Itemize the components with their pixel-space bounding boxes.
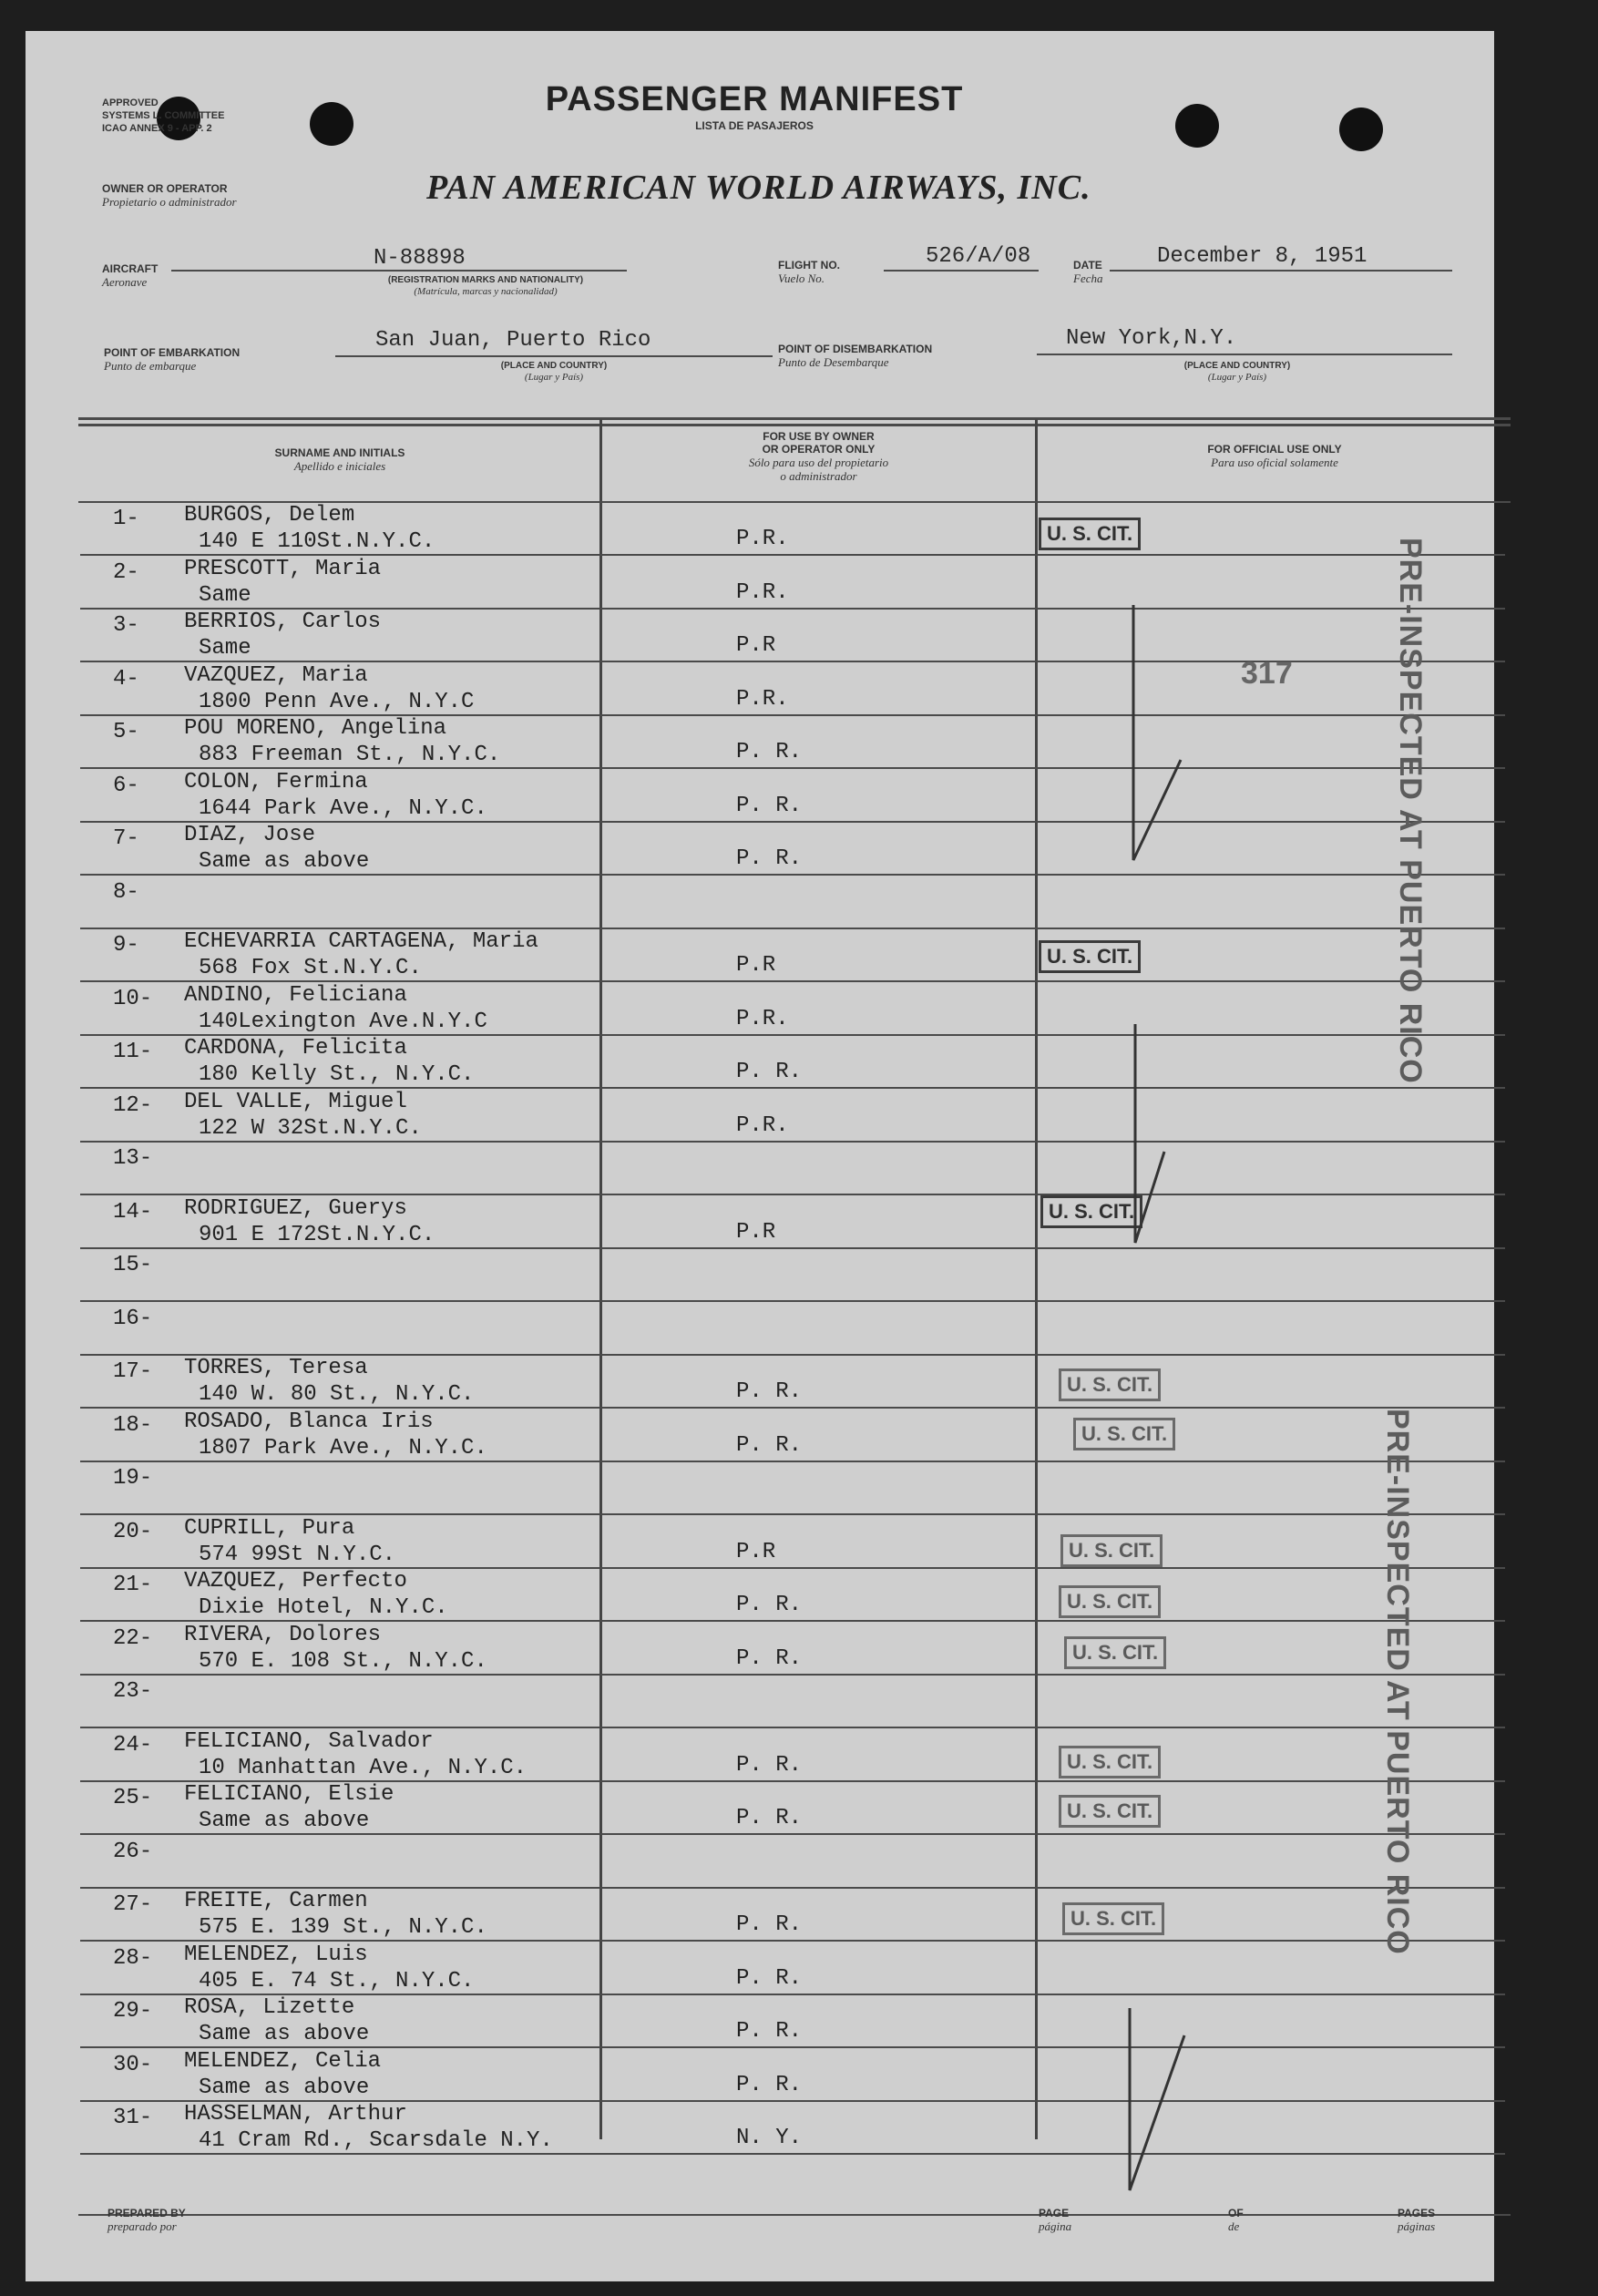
passenger-row bbox=[80, 1462, 1505, 1515]
passenger-address: 1807 Park Ave., N.Y.C. bbox=[199, 1435, 487, 1461]
punch-hole bbox=[310, 102, 353, 146]
passenger-address: 568 Fox St.N.Y.C. bbox=[199, 956, 422, 980]
passenger-name: MELENDEZ, Luis bbox=[184, 1942, 368, 1967]
pre-inspected-stamp: PRE-INSPECTED AT PUERTO RICO bbox=[1393, 538, 1428, 1084]
passenger-name: CARDONA, Felicita bbox=[184, 1036, 407, 1061]
date-value: December 8, 1951 bbox=[1157, 244, 1368, 269]
passenger-name: FREITE, Carmen bbox=[184, 1889, 368, 1913]
registration-caption-en: (REGISTRATION MARKS AND NATIONALITY) bbox=[387, 275, 584, 285]
passenger-number: 10- bbox=[113, 986, 153, 1011]
passenger-number: 24- bbox=[113, 1732, 153, 1758]
passenger-number: 1- bbox=[113, 507, 139, 531]
col1-title-es: Apellido e iniciales bbox=[293, 459, 386, 473]
embark-value: San Juan, Puerto Rico bbox=[375, 328, 651, 353]
passenger-number: 2- bbox=[113, 559, 139, 585]
form-title: PASSENGER MANIFEST bbox=[545, 80, 964, 118]
us-citizen-stamp: U. S. CIT. bbox=[1040, 1195, 1142, 1228]
passenger-name: VAZQUEZ, Maria bbox=[184, 662, 368, 688]
passenger-address: 575 E. 139 St., N.Y.C. bbox=[199, 1915, 487, 1940]
flight-label-es: Vuelo No. bbox=[778, 272, 825, 285]
passenger-row bbox=[80, 1676, 1505, 1728]
passenger-address: 41 Cram Rd., Scarsdale N.Y. bbox=[199, 2128, 553, 2153]
passenger-row bbox=[80, 1942, 1505, 1995]
passenger-row bbox=[80, 2049, 1505, 2102]
us-citizen-stamp: U. S. CIT. bbox=[1059, 1368, 1161, 1401]
disembark-label-block bbox=[778, 343, 932, 369]
operator-code: P.R. bbox=[736, 686, 789, 712]
passenger-number: 18- bbox=[113, 1412, 153, 1438]
date-label: DATE bbox=[1073, 259, 1102, 272]
flight-label: FLIGHT NO. bbox=[778, 259, 840, 272]
col2-header bbox=[602, 430, 1035, 483]
approval-block bbox=[102, 97, 224, 135]
passenger-address: 140Lexington Ave.N.Y.C bbox=[199, 1009, 487, 1034]
operator-code: P. R. bbox=[736, 793, 803, 818]
place-caption-es: (Lugar y País) bbox=[1207, 372, 1267, 383]
col2-title-es2: o administrador bbox=[780, 469, 857, 483]
us-citizen-stamp: U. S. CIT. bbox=[1059, 1795, 1161, 1828]
passenger-address: Same as above bbox=[199, 2075, 370, 2100]
form-subtitle: LISTA DE PASAJEROS bbox=[695, 119, 814, 132]
passenger-address: 1644 Park Ave., N.Y.C. bbox=[199, 795, 487, 821]
passenger-row bbox=[80, 1196, 1505, 1249]
passenger-number: 4- bbox=[113, 666, 139, 692]
passenger-number: 8- bbox=[113, 879, 139, 905]
embark-label: POINT OF EMBARKATION bbox=[104, 346, 241, 359]
passenger-address: 140 E 110St.N.Y.C. bbox=[199, 529, 435, 554]
flight-value: 526/A/08 bbox=[926, 244, 1031, 269]
passenger-address: 180 Kelly St., N.Y.C. bbox=[199, 1062, 475, 1087]
operator-code: P. R. bbox=[736, 2019, 803, 2044]
operator-code: P. R. bbox=[736, 1593, 803, 1617]
passenger-row bbox=[80, 1569, 1505, 1622]
passenger-name: FELICIANO, Salvador bbox=[184, 1728, 434, 1754]
aircraft-label-es: Aeronave bbox=[102, 275, 148, 289]
passenger-number: 16- bbox=[113, 1306, 153, 1331]
passenger-name: RIVERA, Dolores bbox=[184, 1622, 382, 1647]
of-block bbox=[1228, 2207, 1244, 2233]
pages-block bbox=[1398, 2207, 1435, 2233]
passenger-name: ROSADO, Blanca Iris bbox=[184, 1409, 434, 1434]
passenger-address: 10 Manhattan Ave., N.Y.C. bbox=[199, 1755, 528, 1780]
passenger-number: 7- bbox=[113, 826, 139, 851]
of-label-es: de bbox=[1228, 2219, 1240, 2233]
col1-header bbox=[80, 446, 599, 473]
pages-label-es: páginas bbox=[1398, 2219, 1436, 2233]
passenger-number: 26- bbox=[113, 1839, 153, 1864]
operator-code: P.R. bbox=[736, 527, 789, 551]
page-block bbox=[1039, 2207, 1071, 2233]
passenger-address: 570 E. 108 St., N.Y.C. bbox=[199, 1648, 487, 1674]
page-label: PAGE bbox=[1039, 2207, 1070, 2219]
operator-code: P. R. bbox=[736, 1806, 803, 1830]
approval-line: SYSTEMS L. COMMITTEE bbox=[102, 110, 225, 121]
punch-hole bbox=[1175, 104, 1219, 148]
pages-label: PAGES bbox=[1398, 2207, 1436, 2219]
passenger-name: ROSA, Lizette bbox=[184, 1995, 355, 2020]
passenger-number: 3- bbox=[113, 613, 139, 638]
passenger-address: 122 W 32St.N.Y.C. bbox=[199, 1115, 422, 1141]
passenger-number: 27- bbox=[113, 1892, 153, 1917]
operator-code: P.R bbox=[736, 953, 776, 978]
passenger-address: 901 E 172St.N.Y.C. bbox=[199, 1222, 435, 1247]
manifest-sheet bbox=[26, 31, 1494, 2281]
operator-code: P. R. bbox=[736, 2072, 803, 2097]
registration-caption bbox=[335, 275, 636, 297]
passenger-row bbox=[80, 1036, 1505, 1089]
passenger-name: ANDINO, Feliciana bbox=[184, 982, 407, 1008]
owner-label: OWNER OR OPERATOR bbox=[102, 182, 228, 195]
passenger-number: 14- bbox=[113, 1199, 153, 1225]
operator-code: N. Y. bbox=[736, 2126, 803, 2150]
passenger-name: CUPRILL, Pura bbox=[184, 1515, 355, 1541]
passenger-name: MELENDEZ, Celia bbox=[184, 2048, 382, 2074]
operator-code: P.R bbox=[736, 633, 776, 658]
passenger-number: 13- bbox=[113, 1146, 153, 1171]
passenger-row bbox=[80, 1090, 1505, 1143]
passenger-name: COLON, Fermina bbox=[184, 769, 368, 794]
us-citizen-stamp: U. S. CIT. bbox=[1060, 1534, 1163, 1567]
us-citizen-stamp: U. S. CIT. bbox=[1059, 1746, 1161, 1778]
passenger-name: POU MORENO, Angelina bbox=[184, 716, 447, 741]
owner-value: PAN AMERICAN WORLD AIRWAYS, INC. bbox=[426, 169, 1091, 207]
passenger-row bbox=[80, 1409, 1505, 1462]
passenger-number: 15- bbox=[113, 1253, 153, 1277]
check-marks bbox=[1082, 550, 1210, 2218]
punch-hole bbox=[1339, 108, 1383, 151]
passenger-number: 30- bbox=[113, 2052, 153, 2077]
passenger-name: BERRIOS, Carlos bbox=[184, 610, 382, 634]
passenger-row bbox=[80, 770, 1505, 823]
passenger-name: PRESCOTT, Maria bbox=[184, 556, 382, 581]
disembark-label: POINT OF DISEMBARKATION bbox=[778, 343, 933, 355]
passenger-row bbox=[80, 1995, 1505, 2048]
passenger-row bbox=[80, 1623, 1505, 1676]
us-citizen-stamp: U. S. CIT. bbox=[1073, 1418, 1175, 1450]
passenger-row bbox=[80, 983, 1505, 1036]
passenger-address: 574 99St N.Y.C. bbox=[199, 1542, 396, 1567]
passenger-name: FELICIANO, Elsie bbox=[184, 1782, 394, 1807]
col2-title-2: OR OPERATOR ONLY bbox=[762, 443, 876, 456]
passenger-number: 31- bbox=[113, 2106, 153, 2130]
operator-code: P. R. bbox=[736, 1965, 803, 1991]
flight-label-block bbox=[778, 259, 840, 285]
passenger-number: 11- bbox=[113, 1040, 153, 1064]
passenger-address: Dixie Hotel, N.Y.C. bbox=[199, 1595, 448, 1620]
operator-code: P. R. bbox=[736, 1432, 803, 1458]
passenger-row bbox=[80, 1836, 1505, 1889]
prepared-label: PREPARED BY bbox=[108, 2207, 186, 2219]
passenger-number: 6- bbox=[113, 773, 139, 798]
passenger-row bbox=[80, 1356, 1505, 1409]
us-citizen-stamp: U. S. CIT. bbox=[1062, 1902, 1164, 1935]
passenger-row bbox=[80, 1729, 1505, 1782]
page-label-es: página bbox=[1039, 2219, 1072, 2233]
us-citizen-stamp: U. S. CIT. bbox=[1059, 1585, 1161, 1618]
aircraft-label-block bbox=[102, 262, 158, 289]
passenger-address: Same bbox=[199, 582, 251, 608]
passenger-name: DIAZ, Jose bbox=[184, 823, 316, 847]
operator-code: P.R. bbox=[736, 1006, 789, 1031]
operator-code: P. R. bbox=[736, 1645, 803, 1671]
pre-inspected-stamp: PRE-INSPECTED AT PUERTO RICO bbox=[1380, 1409, 1415, 1955]
col3-header bbox=[1038, 443, 1511, 469]
passenger-number: 9- bbox=[113, 933, 139, 958]
passenger-address: Same as above bbox=[199, 2022, 370, 2046]
operator-code: P.R bbox=[736, 1539, 776, 1564]
passenger-row bbox=[80, 503, 1505, 556]
date-label-es: Fecha bbox=[1073, 272, 1103, 285]
passenger-row bbox=[80, 823, 1505, 876]
us-citizen-stamp: U. S. CIT. bbox=[1064, 1636, 1166, 1669]
passenger-address: 405 E. 74 St., N.Y.C. bbox=[199, 1968, 475, 1994]
embark-place-caption bbox=[463, 361, 645, 383]
col3-title: FOR OFFICIAL USE ONLY bbox=[1207, 443, 1342, 456]
aircraft-value: N-88898 bbox=[374, 246, 466, 271]
approval-line: APPROVED bbox=[102, 97, 159, 108]
prepared-label-es: preparado por bbox=[108, 2219, 177, 2233]
passenger-address: Same as above bbox=[199, 1809, 370, 1833]
passenger-number: 20- bbox=[113, 1519, 153, 1544]
check-mark bbox=[1130, 2008, 1184, 2190]
col1-title: SURNAME AND INITIALS bbox=[274, 446, 405, 459]
passenger-row bbox=[80, 1143, 1505, 1195]
disembark-place-caption bbox=[1146, 361, 1328, 383]
passenger-row bbox=[80, 929, 1505, 982]
passenger-address: 140 W. 80 St., N.Y.C. bbox=[199, 1382, 475, 1407]
passenger-number: 19- bbox=[113, 1466, 153, 1491]
passenger-address: 1800 Penn Ave., N.Y.C bbox=[199, 689, 475, 714]
annotation-number: 317 bbox=[1241, 656, 1293, 691]
embark-label-block bbox=[104, 346, 240, 373]
owner-label-block bbox=[102, 182, 237, 209]
operator-code: P. R. bbox=[736, 846, 803, 871]
form-title-block bbox=[463, 80, 1046, 132]
passenger-row bbox=[80, 610, 1505, 662]
passenger-number: 12- bbox=[113, 1092, 153, 1118]
us-citizen-stamp: U. S. CIT. bbox=[1039, 940, 1141, 973]
passenger-row bbox=[80, 1889, 1505, 1942]
place-caption-en: (PLACE AND COUNTRY) bbox=[1183, 361, 1291, 371]
operator-code: P. R. bbox=[736, 1912, 803, 1937]
passenger-name: BURGOS, Delem bbox=[184, 503, 355, 528]
passenger-row bbox=[80, 2102, 1505, 2155]
check-mark bbox=[1135, 1024, 1164, 1243]
passenger-number: 17- bbox=[113, 1359, 153, 1384]
passenger-name: ECHEVARRIA CARTAGENA, Maria bbox=[184, 929, 538, 954]
passenger-row bbox=[80, 557, 1505, 610]
passenger-row bbox=[80, 1249, 1505, 1302]
operator-code: P. R. bbox=[736, 1752, 803, 1778]
passenger-number: 23- bbox=[113, 1679, 153, 1704]
passenger-address: Same as above bbox=[199, 849, 370, 874]
operator-code: P. R. bbox=[736, 740, 803, 764]
disembark-label-es: Punto de Desembarque bbox=[778, 355, 889, 369]
check-mark bbox=[1133, 605, 1181, 860]
passenger-name: TORRES, Teresa bbox=[184, 1356, 368, 1380]
col3-title-es: Para uso oficial solamente bbox=[1211, 456, 1338, 469]
passenger-address: 883 Freeman St., N.Y.C. bbox=[199, 743, 501, 767]
passenger-row bbox=[80, 876, 1505, 929]
passenger-row bbox=[80, 716, 1505, 769]
passenger-number: 28- bbox=[113, 1945, 153, 1971]
passenger-address: Same bbox=[199, 636, 251, 661]
passenger-name: DEL VALLE, Miguel bbox=[184, 1089, 407, 1114]
aircraft-label: AIRCRAFT bbox=[102, 262, 159, 275]
embark-label-es: Punto de embarque bbox=[104, 359, 197, 373]
place-caption-es: (Lugar y País) bbox=[524, 372, 584, 383]
passenger-name: VAZQUEZ, Perfecto bbox=[184, 1569, 407, 1594]
operator-code: P.R bbox=[736, 1219, 776, 1245]
operator-code: P. R. bbox=[736, 1060, 803, 1084]
approval-line: ICAO ANNEX 9 - APP. 2 bbox=[102, 123, 212, 134]
row-rule bbox=[80, 2153, 1505, 2155]
owner-label-es: Propietario o administrador bbox=[102, 195, 237, 209]
col2-title-1: FOR USE BY OWNER bbox=[763, 430, 875, 443]
passenger-name: RODRIGUEZ, Guerys bbox=[184, 1195, 407, 1221]
passenger-row bbox=[80, 1303, 1505, 1356]
passenger-row bbox=[80, 1516, 1505, 1569]
passenger-number: 25- bbox=[113, 1786, 153, 1810]
passenger-number: 29- bbox=[113, 1999, 153, 2024]
of-label: OF bbox=[1228, 2207, 1244, 2219]
us-citizen-stamp: U. S. CIT. bbox=[1039, 518, 1141, 550]
passenger-number: 5- bbox=[113, 720, 139, 744]
place-caption-en: (PLACE AND COUNTRY) bbox=[500, 361, 608, 371]
prepared-by-block bbox=[108, 2207, 186, 2233]
passenger-row bbox=[80, 1782, 1505, 1835]
col2-title-es1: Sólo para uso del propietario bbox=[748, 456, 889, 469]
operator-code: P.R. bbox=[736, 1112, 789, 1138]
passenger-number: 21- bbox=[113, 1573, 153, 1597]
disembark-value: New York,N.Y. bbox=[1066, 326, 1237, 351]
registration-caption-es: (Matrícula, marcas y nacionalidad) bbox=[414, 286, 558, 297]
operator-code: P. R. bbox=[736, 1379, 803, 1404]
operator-code: P.R. bbox=[736, 579, 789, 605]
date-label-block bbox=[1073, 259, 1102, 285]
passenger-number: 22- bbox=[113, 1625, 153, 1651]
passenger-name: HASSELMAN, Arthur bbox=[184, 2102, 407, 2127]
